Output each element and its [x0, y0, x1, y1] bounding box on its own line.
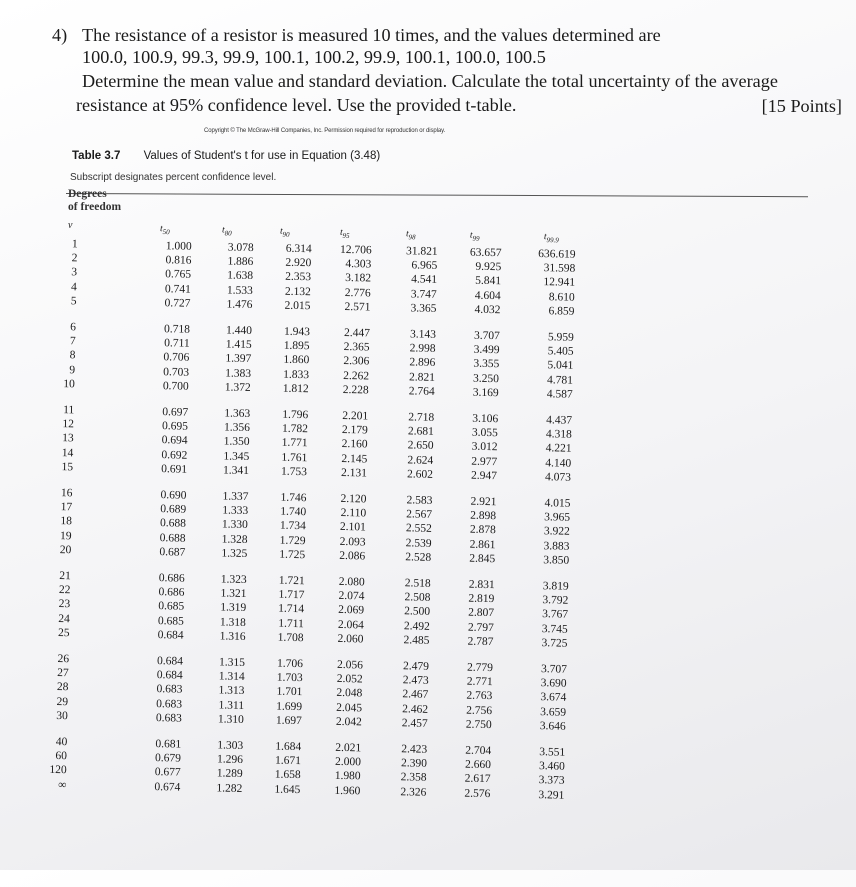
table-cell: 2.326 [400, 785, 427, 799]
table-cell: 1.313 [218, 684, 245, 698]
table-cell: 2.353 [285, 271, 312, 284]
table-cell: 0.684 [157, 628, 184, 642]
dof-value: 19 [59, 529, 72, 542]
table-cell: 2.583 [406, 494, 433, 507]
table-cell: 1.771 [281, 437, 308, 450]
dof-value: 2 [71, 252, 78, 265]
table-cell: 4.437 [546, 414, 573, 427]
dof-value: 8 [69, 349, 76, 362]
table-cell: 2.365 [343, 341, 370, 354]
table-cell: 3.690 [540, 677, 567, 690]
table-cell: 0.718 [163, 323, 191, 336]
table-cell: 2.518 [404, 577, 431, 590]
table-cell: 1.476 [226, 298, 253, 311]
table-cell: 0.697 [162, 406, 189, 419]
table-cell: 0.685 [158, 600, 185, 614]
table-cell: 3.674 [540, 691, 567, 705]
table-cell: 1.303 [217, 739, 244, 752]
dof-value: 30 [56, 709, 68, 723]
table-cell: 2.704 [465, 744, 492, 758]
table-cell: 1.658 [274, 769, 301, 782]
table-cell: 636.619 [538, 248, 576, 261]
table-cell: 2.624 [407, 453, 434, 467]
table-cell: 2.447 [343, 326, 371, 340]
table-cell: 12.706 [339, 243, 372, 257]
table-cell: 1.725 [279, 548, 306, 562]
table-cell: 2.093 [339, 535, 366, 549]
table-cell: 1.833 [283, 368, 310, 381]
table-cell: 1.697 [275, 714, 302, 727]
table-cell: 0.816 [165, 254, 192, 267]
table-cell: 2.947 [470, 469, 498, 483]
dof-value: 15 [61, 460, 74, 474]
table-cell: 0.688 [159, 531, 186, 545]
table-cell: 1.740 [280, 505, 307, 519]
table-cell: 3.499 [473, 343, 500, 357]
table-cell: 2.500 [404, 605, 431, 619]
table-cell: 1.711 [278, 617, 304, 630]
table-cell: 2.807 [468, 607, 495, 620]
table-cell: 2.797 [467, 621, 494, 634]
table-cell: 3.106 [472, 412, 499, 426]
dof-value: 120 [49, 764, 67, 777]
table-cell: 1.717 [278, 588, 305, 602]
table-cell: 1.671 [274, 754, 302, 768]
table-cell: 2.262 [343, 369, 370, 383]
table-cell: 2.462 [402, 702, 429, 716]
table-cell: 2.074 [338, 590, 365, 603]
table-cell: 3.792 [542, 594, 569, 607]
table-cell: 1.943 [283, 325, 311, 339]
copyright-notice: Copyright © The McGraw-Hill Companies, Inc. Permission required for reproduction or display. [204, 128, 446, 134]
table-cell: 2.201 [342, 409, 369, 423]
table-cell: 4.318 [545, 428, 572, 441]
table-cell: 12.941 [543, 276, 576, 290]
table-cell: 1.311 [218, 699, 245, 712]
table-cell: 2.056 [336, 658, 364, 672]
dof-value: 17 [60, 501, 73, 514]
table-cell: 1.703 [276, 671, 303, 685]
table-cell: 3.745 [541, 622, 568, 636]
dof-value: 1 [71, 238, 78, 251]
table-cell: 2.528 [405, 551, 432, 564]
table-cell: 3.883 [543, 539, 570, 553]
table-cell: 8.610 [548, 290, 575, 304]
dof-value: 10 [63, 377, 75, 391]
dof-value: 23 [58, 598, 71, 611]
table-cell: 3.291 [538, 788, 565, 802]
table-cell: 1.440 [225, 324, 253, 338]
dof-value: ∞ [58, 778, 67, 791]
table-cell: 1.753 [280, 465, 308, 479]
table-cell: 3.707 [473, 329, 500, 343]
column-header-t99: $t_{99}$ [469, 230, 480, 243]
table-caption: Values of Student's t for use in Equation (3.48) [143, 150, 381, 162]
table-cell: 2.145 [341, 452, 368, 466]
table-cell: 1.706 [276, 657, 304, 671]
dof-value: 27 [57, 667, 69, 680]
table-cell: 1.746 [280, 491, 307, 505]
table-cell: 2.898 [470, 509, 497, 523]
table-cell: 1.886 [227, 255, 254, 269]
table-cell: 3.965 [544, 511, 571, 524]
table-cell: 2.779 [466, 661, 494, 675]
column-header-t99-9: $t_{99.9}$ [543, 232, 559, 245]
table-cell: 4.140 [545, 456, 572, 470]
table-cell: 4.221 [545, 442, 572, 456]
table-cell: 3.725 [541, 636, 568, 650]
table-cell: 1.321 [220, 587, 247, 601]
table-cell: 2.048 [336, 687, 363, 700]
table-cell: 1.318 [219, 616, 246, 629]
table-cell: 0.691 [161, 462, 188, 476]
table-cell: 2.776 [344, 286, 371, 300]
table-cell: 2.821 [408, 370, 436, 384]
table-cell: 2.787 [467, 635, 494, 648]
table-cell: 3.012 [471, 441, 498, 454]
table-cell: 2.921 [470, 495, 497, 509]
table-cell: 2.896 [409, 356, 436, 370]
table-cell: 2.110 [340, 507, 367, 520]
table-cell: 2.539 [405, 536, 432, 550]
dof-value: 24 [58, 612, 70, 625]
dof-value: 22 [58, 584, 71, 597]
table-cell: 1.708 [277, 631, 304, 644]
dof-value: 7 [69, 335, 76, 348]
table-cell: 2.660 [464, 758, 492, 772]
table-cell: 3.819 [542, 580, 569, 593]
table-cell: 1.701 [276, 686, 303, 699]
table-cell: 2.423 [401, 743, 428, 756]
table-cell: 1.296 [216, 753, 244, 767]
table-cell: 1.356 [223, 421, 251, 435]
table-cell: 0.681 [155, 738, 182, 751]
table-cell: 2.015 [284, 299, 311, 313]
table-cell: 0.711 [164, 337, 190, 350]
table-cell: 2.845 [469, 552, 496, 565]
dof-value: 40 [55, 736, 68, 749]
table-cell: 2.160 [341, 438, 368, 451]
table-cell: 1.860 [283, 354, 310, 367]
table-cell: 3.707 [540, 663, 568, 676]
table-cell: 1.796 [282, 408, 309, 422]
table-cell: 2.358 [400, 771, 427, 785]
table-cell: 0.695 [161, 420, 189, 433]
table-cell: 1.000 [165, 240, 192, 253]
question-line-3: Determine the mean value and standard deviation. Calculate the total uncertainty of the average [82, 71, 778, 91]
table-cell: 0.684 [156, 669, 183, 682]
table-cell: 0.677 [154, 766, 181, 780]
table-cell: 5.041 [547, 359, 574, 373]
table-cell: 2.771 [466, 675, 493, 689]
table-cell: 1.323 [220, 573, 247, 586]
table-cell: 5.841 [475, 275, 502, 288]
table-cell: 2.750 [465, 718, 492, 731]
table-cell: 2.861 [469, 538, 496, 551]
table-cell: 1.782 [281, 422, 309, 436]
table-cell: 2.000 [334, 756, 362, 769]
table-cell: 4.541 [411, 273, 438, 287]
table-cell: 2.228 [342, 383, 369, 397]
table-cell: 0.727 [164, 297, 191, 310]
table-cell: 0.703 [163, 365, 190, 379]
table-cell: 2.763 [466, 690, 493, 703]
table-cell: 1.638 [227, 269, 254, 283]
table-cell: 2.306 [343, 355, 370, 368]
table-cell: 3.169 [472, 386, 499, 400]
table-cell: 2.485 [403, 634, 430, 647]
column-header-t95: $t_{95}$ [339, 227, 350, 240]
table-cell: 1.729 [279, 534, 306, 547]
table-cell: 31.821 [405, 245, 438, 258]
table-cell: 1.645 [274, 783, 301, 796]
dof-value: 16 [60, 487, 73, 500]
dof-value: 60 [55, 750, 68, 763]
dof-value: 12 [62, 418, 75, 431]
table-cell: 1.699 [276, 700, 303, 713]
table-cell: 1.325 [221, 547, 248, 560]
table-cell: 3.747 [410, 287, 437, 301]
table-cell: 4.015 [544, 497, 571, 510]
table-note: Subscript designates percent confidence level. [70, 172, 277, 183]
table-cell: 5.959 [547, 331, 574, 344]
table-cell: 2.920 [285, 256, 312, 270]
dof-label-2: of freedom [68, 201, 122, 213]
table-cell: 1.341 [223, 464, 250, 477]
table-cell: 2.650 [407, 439, 434, 453]
table-cell: 1.333 [222, 504, 249, 518]
table-cell: 1.734 [279, 520, 306, 533]
table-cell: 1.397 [225, 352, 252, 366]
table-label: Table 3.7 [72, 150, 121, 162]
table-cell: 1.721 [278, 574, 305, 588]
table-cell: 2.756 [466, 704, 493, 717]
table-cell: 0.694 [161, 434, 188, 448]
table-cell: 2.390 [400, 757, 428, 770]
dof-value: 20 [59, 543, 72, 557]
table-cell: 2.571 [344, 300, 371, 314]
dof-value: 9 [69, 363, 76, 376]
table-cell: 2.021 [335, 741, 362, 755]
table-cell: 3.767 [542, 608, 569, 622]
table-cell: 3.922 [543, 525, 570, 539]
table-cell: 0.765 [165, 268, 192, 282]
table-cell: 1.812 [282, 382, 309, 396]
table-cell: 0.688 [159, 517, 186, 531]
table-cell: 2.617 [464, 772, 491, 786]
table-cell: 1.363 [224, 407, 251, 421]
table-cell: 2.878 [469, 524, 496, 537]
table-cell: 9.925 [475, 260, 502, 274]
table-cell: 1.980 [334, 770, 361, 783]
dof-value: 21 [59, 570, 71, 583]
table-cell: 4.032 [474, 303, 501, 317]
question-points: [15 Points] [761, 96, 842, 116]
table-cell: 0.692 [161, 448, 188, 462]
dof-value: 13 [62, 432, 74, 445]
table-cell: 1.314 [218, 670, 245, 684]
table-cell: 1.330 [221, 518, 248, 532]
table-cell: 2.977 [471, 455, 498, 468]
table-cell: 6.314 [285, 242, 312, 256]
table-cell: 3.460 [538, 760, 565, 773]
table-cell: 0.683 [156, 683, 183, 697]
table-cell: 2.120 [340, 492, 367, 506]
dof-value: 29 [56, 695, 69, 708]
table-cell: 0.700 [162, 379, 189, 393]
table-cell: 1.714 [278, 603, 305, 616]
table-cell: 2.086 [339, 549, 366, 563]
dof-value: 25 [57, 626, 70, 640]
dof-value: 5 [70, 295, 77, 308]
table-cell: 1.415 [225, 338, 252, 352]
table-cell: 1.761 [281, 451, 308, 464]
table-cell: 2.681 [407, 425, 434, 439]
table-cell: 1.289 [216, 767, 243, 781]
table-cell: 0.674 [154, 780, 181, 794]
table-cell: 2.467 [402, 688, 429, 702]
table-cell: 4.587 [546, 388, 573, 401]
table-cell: 3.646 [539, 719, 566, 733]
table-cell: 0.686 [158, 572, 185, 585]
question-number: 4) [52, 25, 68, 45]
table-cell: 2.101 [339, 521, 366, 534]
table-cell: 4.073 [544, 471, 572, 484]
dof-label-1: Degrees [68, 188, 107, 200]
table-cell: 0.679 [154, 752, 182, 765]
dof-value: 28 [56, 681, 69, 694]
table-cell: 1.345 [223, 450, 250, 463]
table-cell: 3.250 [472, 372, 500, 385]
table-cell: 6.965 [411, 259, 438, 273]
table-cell: 2.576 [464, 787, 491, 800]
table-cell: 0.683 [156, 697, 183, 711]
table-cell: 2.508 [404, 591, 431, 605]
dof-value: 14 [61, 446, 74, 459]
table-cell: 2.069 [338, 604, 365, 617]
table-cell: 3.373 [538, 774, 565, 788]
table-cell: 3.055 [471, 426, 498, 440]
table-cell: 1.960 [334, 784, 361, 798]
table-cell: 2.052 [336, 673, 363, 686]
table-cell: 5.405 [547, 345, 574, 358]
table-cell: 4.781 [546, 373, 574, 387]
table-cell: 1.684 [275, 740, 302, 754]
table-cell: 3.551 [539, 746, 566, 759]
table-cell: 1.533 [226, 284, 253, 297]
table-cell: 2.131 [340, 466, 368, 480]
table-cell: 2.718 [408, 411, 435, 424]
table-cell: 2.602 [406, 468, 434, 481]
dof-value: 18 [60, 515, 73, 528]
table-cell: 2.492 [403, 619, 430, 633]
nu-symbol: ν [68, 220, 73, 231]
table-cell: 0.686 [158, 586, 185, 599]
table-cell: 2.567 [406, 508, 433, 522]
table-cell: 2.060 [337, 632, 364, 646]
table-cell: 1.315 [218, 656, 246, 669]
table-cell: 63.657 [469, 246, 502, 260]
table-cell: 0.687 [159, 545, 186, 559]
table-cell: 0.685 [157, 614, 184, 628]
table-cell: 1.310 [217, 713, 244, 726]
table-cell: 6.859 [548, 305, 575, 318]
table-cell: 2.819 [468, 592, 495, 606]
table-cell: 2.132 [284, 285, 311, 298]
table-cell: 2.479 [402, 660, 430, 673]
table-cell: 2.179 [341, 424, 368, 437]
dof-value: 3 [71, 266, 78, 279]
table-cell: 3.659 [540, 705, 567, 719]
table-cell: 1.383 [225, 367, 252, 380]
question-line-2: 100.0, 100.9, 99.3, 99.9, 100.1, 100.2, 99.9, 100.1, 100.0, 100.5 [82, 47, 546, 67]
table-cell: 2.552 [405, 522, 432, 536]
table-cell: 0.689 [160, 503, 187, 516]
table-cell: 1.337 [222, 490, 249, 504]
dof-value: 6 [70, 321, 77, 334]
table-cell: 1.319 [220, 601, 247, 615]
table-cell: 2.042 [335, 715, 362, 729]
table-cell: 2.064 [337, 618, 364, 632]
column-header-t90: $t_{90}$ [279, 226, 290, 239]
table-cell: 2.831 [468, 578, 495, 592]
table-cell: 0.684 [156, 655, 184, 668]
table-cell: 2.764 [408, 385, 435, 398]
table-cell: 3.850 [543, 553, 570, 567]
table-cell: 2.457 [401, 717, 428, 730]
table-cell: 4.303 [345, 258, 372, 271]
table-cell: 1.895 [283, 339, 310, 353]
dof-value: 11 [63, 404, 75, 417]
table-cell: 0.683 [155, 711, 182, 725]
table-cell: 2.473 [402, 674, 429, 688]
table-cell: 0.690 [160, 489, 187, 502]
column-header-t50: $t_{50}$ [159, 224, 170, 237]
table-cell: 1.350 [223, 435, 250, 449]
question-line-1: The resistance of a resistor is measured 10 times, and the values determined are [82, 25, 661, 45]
question-line-4: resistance at 95% confidence level. Use the provided t-table. [76, 95, 517, 115]
dof-value: 26 [57, 653, 70, 666]
column-header-t80: $t_{80}$ [221, 225, 232, 238]
table-cell: 3.143 [409, 328, 437, 341]
table-cell: 3.182 [345, 272, 372, 285]
table-cell: 31.598 [543, 262, 576, 275]
dof-value: 4 [70, 280, 77, 293]
table-cell: 1.316 [219, 630, 246, 643]
table-cell: 2.998 [409, 342, 436, 356]
table-cell: 3.365 [410, 302, 437, 315]
table-cell: 4.604 [474, 289, 501, 302]
table-cell: 1.328 [221, 533, 248, 546]
column-header-t98: $t_{98}$ [405, 229, 416, 242]
table-cell: 2.080 [338, 575, 365, 589]
table-cell: 1.282 [216, 781, 243, 795]
table-cell: 0.706 [163, 351, 190, 365]
table-cell: 0.741 [164, 282, 191, 296]
table-cell: 1.372 [224, 381, 251, 394]
table-cell: 2.045 [336, 701, 363, 715]
table-cell: 3.355 [473, 358, 500, 371]
table-cell: 3.078 [227, 241, 254, 255]
